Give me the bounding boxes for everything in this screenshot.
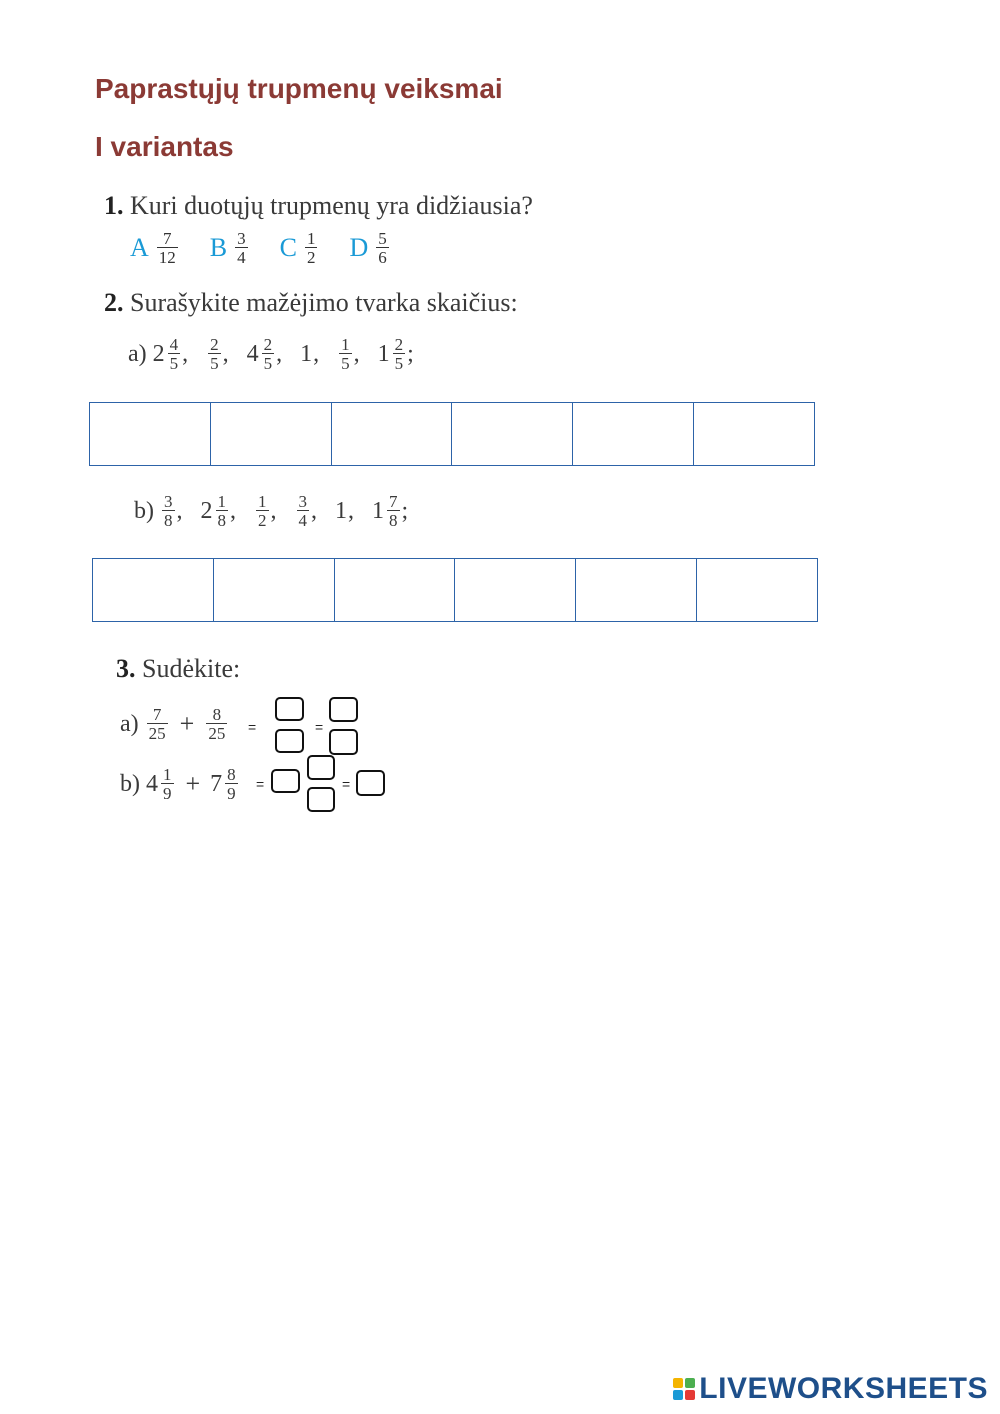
question-1-number: 1. xyxy=(104,191,124,220)
question-2-text: Surašykite mažėjimo tvarka skaičius: xyxy=(130,288,518,317)
answer-box-denominator[interactable] xyxy=(329,729,358,755)
answer-box-denominator[interactable] xyxy=(275,729,304,753)
page-title: Paprastųjų trupmenų veiksmai xyxy=(95,73,503,104)
answer-cell[interactable] xyxy=(694,403,814,465)
fraction: $\frac{1}{2}$ xyxy=(306,229,316,267)
fraction: $\frac{5}{6}$ xyxy=(378,229,387,267)
question-3b-expression: b) 4 $\frac{1}{9}$ + 7 $\frac{8}{9}$ xyxy=(120,765,236,803)
fraction: $\frac{7}{8}$ xyxy=(389,492,398,530)
number-item: $\frac{3}{8}$ , xyxy=(164,492,183,530)
answer-cell[interactable] xyxy=(697,559,817,621)
answer-cell[interactable] xyxy=(452,403,573,465)
number-item: 1 , xyxy=(335,497,354,524)
question-3a-label: a) xyxy=(120,710,139,737)
fraction: $\frac{2}{5}$ xyxy=(210,335,219,373)
answer-grid-2a xyxy=(89,402,815,466)
question-2a-numbers xyxy=(128,336,432,372)
fraction: $\frac{3}{8}$ xyxy=(164,492,173,530)
number-item: $\frac{2}{5}$ , xyxy=(210,335,229,373)
question-3-number: 3. xyxy=(116,654,136,683)
answer-box-whole[interactable] xyxy=(271,769,300,793)
variant-title: I variantas xyxy=(95,131,234,162)
answer-cell[interactable] xyxy=(455,559,576,621)
number-item: 4 $\frac{2}{5}$ , xyxy=(246,335,283,373)
number-item: 1 $\frac{7}{8}$ ; xyxy=(372,492,409,530)
answer-box-numerator[interactable] xyxy=(275,697,304,721)
fraction: $\frac{1}{5}$ xyxy=(341,335,350,373)
fraction: $\frac{3}{4}$ xyxy=(298,492,307,530)
answer-cell[interactable] xyxy=(576,559,697,621)
number-item: $\frac{1}{5}$ , xyxy=(341,335,360,373)
answer-cell[interactable] xyxy=(335,559,456,621)
question-2-number: 2. xyxy=(104,288,124,317)
equals-sign: = xyxy=(342,776,351,792)
fraction: $\frac{8}{9}$ xyxy=(227,765,236,803)
question-1-text: Kuri duotųjų trupmenų yra didžiausia? xyxy=(130,191,533,220)
number-item: 2 $\frac{1}{8}$ , xyxy=(200,492,236,530)
fraction: $\frac{2}{5}$ xyxy=(263,335,273,373)
number-item: $\frac{1}{2}$ , xyxy=(258,492,277,530)
answer-box-result[interactable] xyxy=(356,770,385,796)
plus-sign: + xyxy=(179,709,195,738)
equals-sign: = xyxy=(315,719,324,735)
question-3 xyxy=(116,656,240,682)
fraction: $\frac{4}{5}$ xyxy=(169,335,179,373)
number-item: $\frac{3}{4}$ , xyxy=(298,492,317,530)
answer-box-numerator[interactable] xyxy=(329,697,358,722)
answer-cell[interactable] xyxy=(214,559,335,621)
fraction: $\frac{8}{25}$ xyxy=(208,705,226,743)
liveworksheets-logo xyxy=(673,1372,988,1406)
fraction: $\frac{1}{8}$ xyxy=(217,492,226,530)
question-2a-label: a) xyxy=(128,340,147,367)
equals-sign: = xyxy=(248,719,257,735)
answer-box-denominator[interactable] xyxy=(307,787,335,812)
answer-cell[interactable] xyxy=(90,403,211,465)
plus-sign: + xyxy=(185,769,201,798)
logo-icon xyxy=(673,1378,695,1400)
question-2b-label: b) xyxy=(134,497,154,524)
question-2 xyxy=(104,290,518,316)
option-d[interactable]: D $\frac{5}{6}$ xyxy=(349,229,387,267)
answer-cell[interactable] xyxy=(211,403,332,465)
option-a[interactable]: A $\frac{7}{12}$ xyxy=(130,229,176,267)
option-c[interactable]: C $\frac{1}{2}$ xyxy=(279,229,316,267)
question-3b-label: b) xyxy=(120,770,140,797)
answer-box-numerator[interactable] xyxy=(307,755,335,780)
fraction: $\frac{1}{2}$ xyxy=(258,492,267,530)
question-1 xyxy=(104,193,533,219)
question-1-options xyxy=(130,230,391,266)
number-item: 1 $\frac{2}{5}$ ; xyxy=(377,335,414,373)
option-b[interactable]: B $\frac{3}{4}$ xyxy=(209,229,246,267)
answer-cell[interactable] xyxy=(573,403,694,465)
answer-cell[interactable] xyxy=(93,559,214,621)
question-2b-numbers xyxy=(134,493,426,529)
answer-grid-2b xyxy=(92,558,818,622)
fraction: $\frac{7}{12}$ xyxy=(158,229,176,267)
fraction: $\frac{2}{5}$ xyxy=(394,335,404,373)
fraction: $\frac{3}{4}$ xyxy=(237,229,246,267)
equals-sign: = xyxy=(256,776,265,792)
number-item: 1 , xyxy=(300,340,320,367)
logo-text: LIVEWORKSHEETS xyxy=(699,1372,988,1405)
answer-cell[interactable] xyxy=(332,403,453,465)
fraction: $\frac{7}{25}$ xyxy=(148,705,166,743)
number-item: 2 $\frac{4}{5}$ , xyxy=(152,335,189,373)
question-3-text: Sudėkite: xyxy=(142,654,241,683)
fraction: $\frac{1}{9}$ xyxy=(163,765,172,803)
question-3a-expression xyxy=(120,706,229,742)
